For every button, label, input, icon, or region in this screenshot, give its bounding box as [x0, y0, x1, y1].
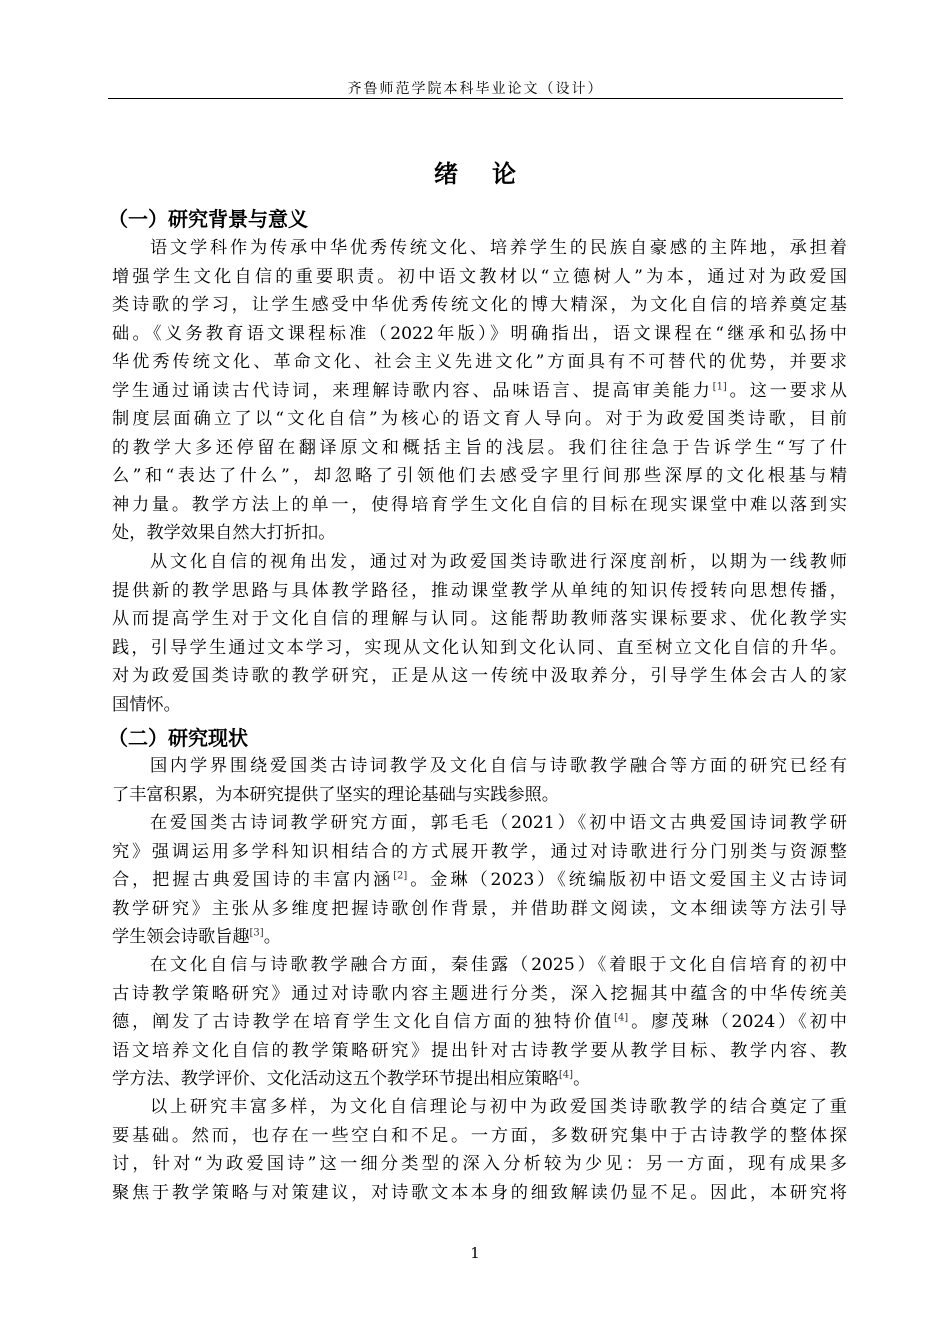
- text-line: 究》强调运用多学科知识相结合的方式展开教学，通过对诗歌进行分门别类与资源整: [112, 841, 847, 862]
- text-line: 华优秀传统文化、革命文化、社会主义先进文化”方面具有不可替代的优势，并要求: [112, 352, 847, 372]
- text-line: 合，把握古典爱国诗的丰富内涵[2]。金琳（2023）《统编版初中语文爱国主义古诗词: [112, 870, 847, 890]
- text-line: 国情怀。: [112, 694, 181, 715]
- body-paragraph: [112, 1093, 847, 1207]
- text-line: 的教学大多还停留在翻译原文和概括主旨的浅层。我们往往急于告诉学生“写了什: [112, 437, 847, 458]
- citation-marker: [3]: [249, 927, 264, 939]
- text-line: 在爱国类古诗词教学研究方面，郭毛毛（2021）《初中语文古典爱国诗词教学研: [150, 813, 847, 833]
- text-line: 处，教学效果自然大打折扣。: [112, 523, 336, 543]
- text-line: 神力量。教学方法上的单一，使得培育学生文化自信的目标在现实课堂中难以落到实: [112, 494, 847, 515]
- text-line: 类诗歌的学习，让学生感受中华优秀传统文化的博大精深，为文化自信的培养奠定基: [112, 295, 847, 315]
- text-line: 从文化自信的视角出发，通过对为政爱国类诗歌进行深度剖析，以期为一线教师: [150, 552, 847, 572]
- citation-marker: [4]: [614, 1012, 629, 1024]
- page-title: 绪论: [434, 160, 550, 188]
- text-line: 以上研究丰富多样，为文化自信理论与初中为政爱国类诗歌教学的结合奠定了重: [150, 1097, 847, 1117]
- page-number: 1: [470, 1244, 480, 1262]
- section-heading: （二）研究现状: [108, 726, 248, 750]
- text-line: 在文化自信与诗歌教学融合方面，秦佳露（2025）《着眼于文化自信培育的初中: [150, 955, 847, 975]
- running-header: 齐鲁师范学院本科毕业论文（设计）: [347, 81, 604, 97]
- header-rule: [108, 98, 843, 99]
- body-paragraph: [112, 809, 847, 952]
- citation-marker: [1]: [712, 380, 727, 392]
- text-line: 国内学界围绕爱国类古诗词教学及文化自信与诗歌教学融合等方面的研究已经有: [150, 756, 847, 776]
- text-line: 语文培养文化自信的教学策略研究》提出针对古诗教学要从教学目标、教学内容、教: [112, 1040, 847, 1061]
- citation-marker: [2]: [393, 870, 408, 882]
- text-line: 制度层面确立了以“文化自信”为核心的语文育人导向。对于为政爱国类诗歌，目前: [112, 409, 847, 429]
- text-line: 古诗教学策略研究》通过对诗歌内容主题进行分类，深入挖掘其中蕴含的中华传统美: [112, 983, 847, 1004]
- text-line: 础。《义务教育语文课程标准（2022年版）》明确指出，语文课程在“继承和弘扬中: [112, 323, 847, 344]
- text-line: 增强学生文化自信的重要职责。初中语文教材以“立德树人”为本，通过对为政爱国: [112, 266, 847, 287]
- text-line: 学方法、教学评价、文化活动这五个教学环节提出相应策略[4]。: [112, 1069, 591, 1089]
- body-paragraph: [112, 548, 847, 719]
- body-paragraph: [112, 234, 847, 548]
- text-line: 践，引导学生通过文本学习，实现从文化认知到文化认同、直至树立文化自信的升华。: [112, 637, 847, 658]
- text-line: 学生通过诵读古代诗词，来理解诗歌内容、品味语言、提高审美能力[1]。这一要求从: [112, 380, 847, 401]
- text-line: 要基础。然而，也存在一些空白和不足。一方面，多数研究集中于古诗教学的整体探: [112, 1125, 847, 1146]
- text-line: 么”和“表达了什么”，却忽略了引领他们去感受字里行间那些深厚的文化根基与精: [112, 466, 847, 486]
- text-line: 讨，针对“为政爱国诗”这一细分类型的深入分析较为少见：另一方面，现有成果多: [112, 1154, 847, 1174]
- section-heading: （一）研究背景与意义: [108, 207, 308, 231]
- body-paragraph: [112, 951, 847, 1094]
- text-line: 德，阐发了古诗教学在培育学生文化自信方面的独特价值[4]。廖茂琳（2024）《初中: [112, 1012, 847, 1032]
- text-line: 聚焦于教学策略与对策建议，对诗歌文本本身的细致解读仍显不足。因此，本研究将: [112, 1182, 847, 1203]
- text-line: 从而提高学生对于文化自信的理解与认同。这能帮助教师落实课标要求、优化教学实: [112, 609, 847, 629]
- text-line: 语文学科作为传承中华优秀传统文化、培养学生的民族自豪感的主阵地，承担着: [150, 238, 847, 258]
- text-line: 对为政爱国类诗歌的教学研究，正是从这一传统中汲取养分，引导学生体会古人的家: [112, 666, 847, 686]
- text-line: 教学研究》主张从多维度把握诗歌创作背景，并借助群文阅读，文本细读等方法引导: [112, 898, 847, 919]
- text-line: 学生领会诗歌旨趣[3]。: [112, 927, 281, 947]
- text-line: 了丰富积累，为本研究提供了坚实的理论基础与实践参照。: [112, 784, 559, 805]
- body-paragraph: [112, 752, 847, 809]
- text-line: 提供新的教学思路与具体教学路径，推动课堂教学从单纯的知识传授转向思想传播，: [112, 580, 847, 601]
- citation-marker: [4]: [558, 1069, 574, 1081]
